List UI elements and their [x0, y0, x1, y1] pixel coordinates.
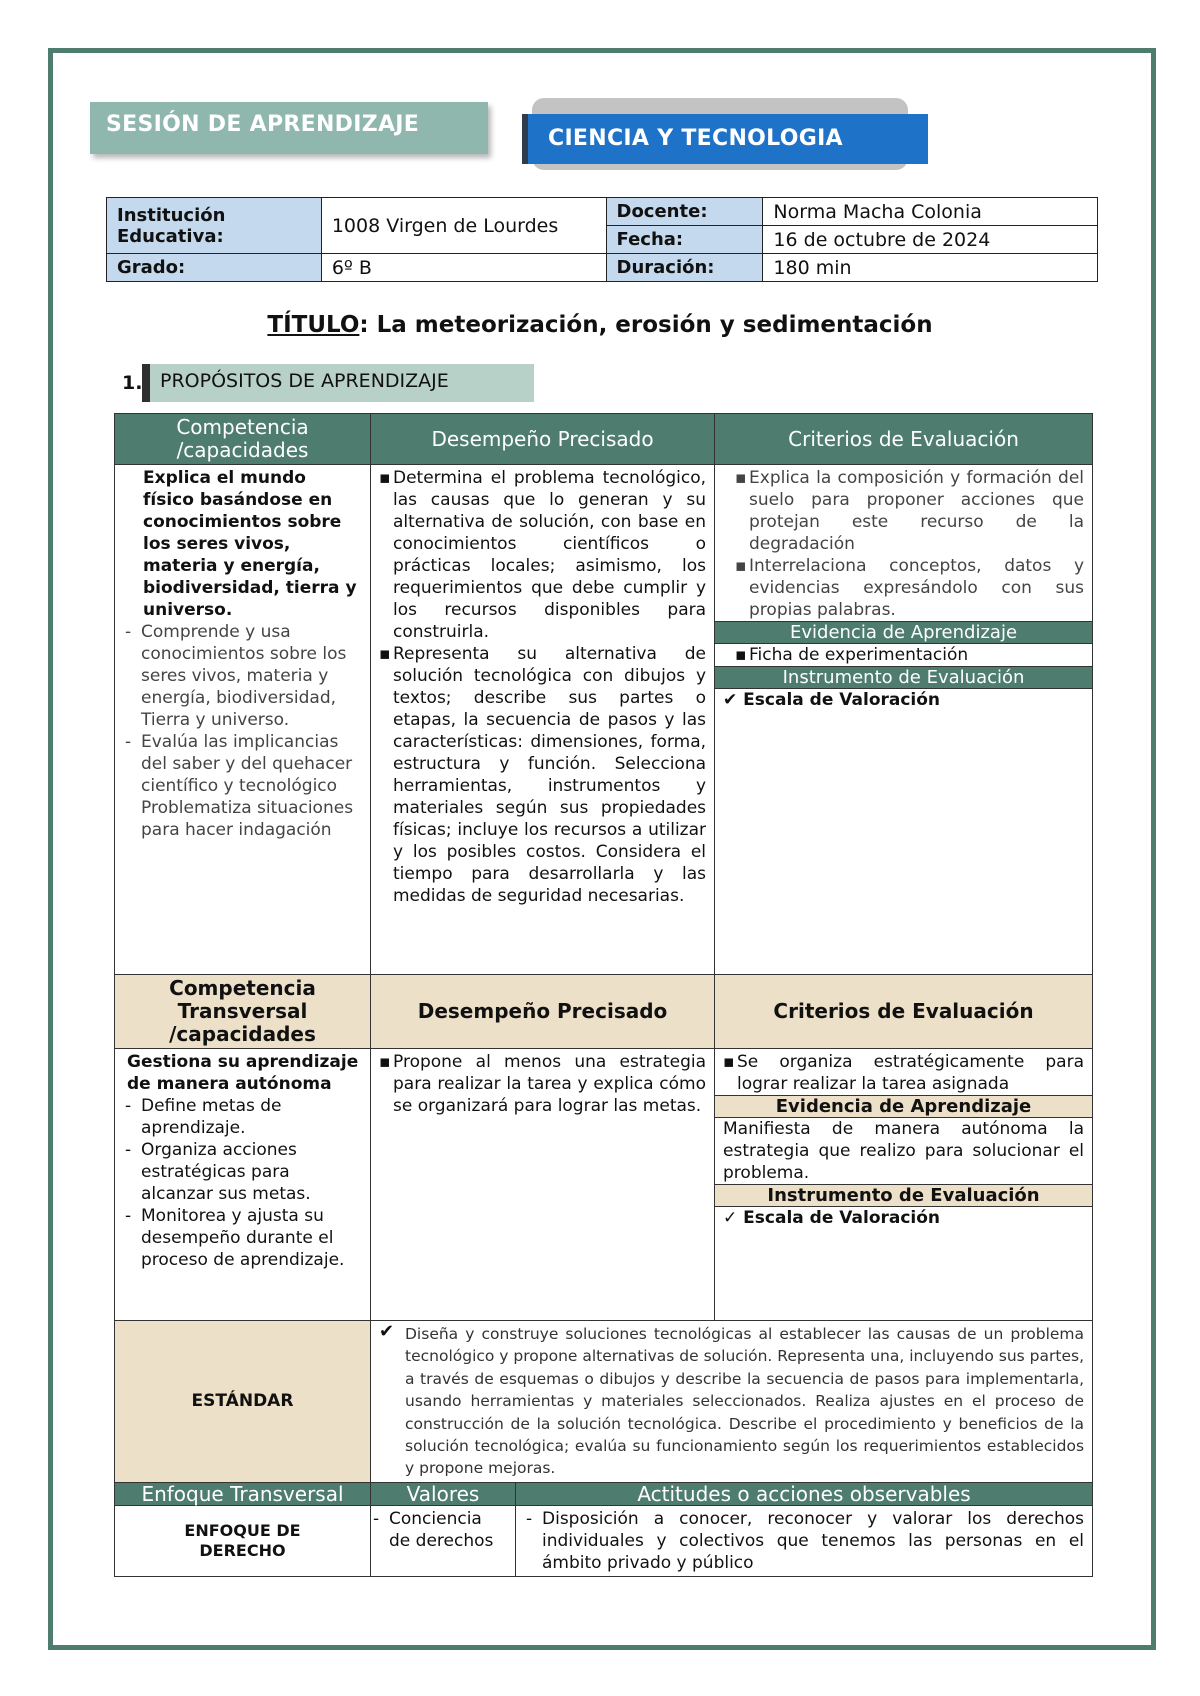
list-item: - Monitorea y ajusta su desempeño durante el proceso de aprendizaje. [123, 1205, 362, 1271]
title-text: : La meteorización, erosión y sedimentación [359, 312, 933, 338]
competencia-transversal-cell [115, 1049, 371, 1321]
valor-cell [371, 1505, 516, 1576]
section-title: PROPÓSITOS DE APRENDIZAJE [150, 364, 534, 402]
info-table [106, 197, 1098, 282]
list-item: ▪ Propone al menos una estrategia para realizar la tarea y explica cómo se organizará para lograr las metas. [379, 1051, 706, 1117]
col-header-criterios-2: Criterios de Evaluación [715, 975, 1093, 1049]
list-item: ▪ Se organiza estratégicamente para lograr realizar la tarea asignada [723, 1051, 1084, 1095]
date-value: 16 de octubre de 2024 [763, 226, 1098, 254]
criterios-cell [715, 465, 1093, 975]
desempeno-transversal-cell [371, 1049, 715, 1321]
page-title [0, 312, 1200, 338]
instrumento-text-2: ✓ Escala de Valoración [723, 1208, 941, 1228]
col-header-criterios: Criterios de Evaluación [715, 414, 1093, 465]
section-number: 1. [122, 372, 143, 394]
list-item: ▪ Determina el problema tecnológico, las causas que lo generan y su alternativa de solución, con base en conocimientos científicos o prácticas locales; asimismo, los requerimientos que debe cumplir y los recursos disponibles para construirla. [379, 467, 706, 643]
list-item: - Conciencia de derechos [371, 1508, 507, 1552]
instrumento-text: ✔ Escala de Valoración [723, 690, 941, 710]
list-item: - Evalúa las implicancias del saber y del quehacer científico y tecnológico Problematiza situaciones para hacer indagación [123, 731, 362, 841]
desempeno-cell [371, 465, 715, 975]
list-item: - Organiza acciones estratégicas para alcanzar sus metas. [123, 1139, 362, 1205]
col-header-competencia-transversal: Competencia Transversal /capacidades [115, 975, 371, 1049]
competencia-text: Explica el mundo físico basándose en conocimientos sobre los seres vivos, materia y energía, biodiversidad, tierra y universo. [143, 468, 357, 620]
list-item: ▪ Ficha de experimentación [735, 644, 1084, 666]
grade-value: 6º B [321, 254, 606, 282]
criterios-list [723, 467, 1084, 621]
desempenos-list [379, 467, 706, 907]
estandar-text: Diseña y construye soluciones tecnológicas al establecer las causas de un problema tecnológico y propone alternativas de solución. Representa una, incluyendo sus partes, a través de esquemas o dibujos y describe la secuencia de pasos para implementarla, usando herramientas y materiales seleccionados. Realiza ajustes en el proceso de construcción de la solución tecnológica. Describe el procedimiento y beneficios de la solución tecnológica; evalúa su funcionamiento según los requerimientos establecidos y propone mejoras. [405, 1325, 1085, 1478]
section-bar [142, 364, 150, 402]
instrumento-header-2: Instrumento de Evaluación [715, 1184, 1092, 1207]
valor-list [371, 1508, 507, 1552]
col-header-competencia: Competencia /capacidades [115, 414, 371, 465]
grade-label: Grado: [107, 254, 322, 282]
area-banner: CIENCIA Y TECNOLOGIA [522, 114, 928, 164]
duration-value: 180 min [763, 254, 1098, 282]
list-item: ▪ Representa su alternativa de solución tecnológica con dibujos y textos; describe sus partes o etapas, la secuencia de pasos y las características: dimensiones, forma, estructura y función. Selecciona herramientas, instrumentos y materiales según sus propiedades físicas; incluye los recursos a utilizar y los posibles costos. Considera el tiempo para desarrollarla y las medidas de seguridad necesarias. [379, 643, 706, 907]
col-header-actitudes: Actitudes o acciones observables [516, 1482, 1093, 1505]
criterio-transversal-list [723, 1051, 1084, 1095]
col-header-desempeno-2: Desempeño Precisado [371, 975, 715, 1049]
evidencia-list [723, 644, 1084, 666]
list-item: - Comprende y usa conocimientos sobre los seres vivos, materia y energía, biodiversidad, Tierra y universo. [123, 621, 362, 731]
list-item: - Disposición a conocer, reconocer y valorar los derechos individuales y colectivos que tenemos las personas en el ámbito privado y público [524, 1508, 1084, 1574]
institution-label: Institución Educativa: [107, 198, 322, 254]
capacidades-list [123, 621, 362, 841]
estandar-cell [371, 1321, 1093, 1483]
check-icon: ✔ [379, 1321, 395, 1342]
criterios-transversal-cell [715, 1049, 1093, 1321]
list-item: ▪ Explica la composición y formación del suelo para proponer acciones que protejan este recurso de la degradación [735, 467, 1084, 555]
col-header-desempeno: Desempeño Precisado [371, 414, 715, 465]
instrumento-header: Instrumento de Evaluación [715, 666, 1092, 689]
institution-value: 1008 Virgen de Lourdes [321, 198, 606, 254]
enfoque-name: ENFOQUE DE DERECHO [115, 1505, 371, 1576]
teacher-value: Norma Macha Colonia [763, 198, 1098, 226]
capacidades-transversal-list [123, 1095, 362, 1271]
list-item: ▪ Interrelaciona conceptos, datos y evidencias expresándolo con sus propias palabras. [735, 555, 1084, 621]
competencia-cell [115, 465, 371, 975]
desempeno-transversal-list [379, 1051, 706, 1117]
duration-label: Duración: [606, 254, 763, 282]
section-heading [122, 364, 534, 402]
actitud-cell [516, 1505, 1093, 1576]
date-label: Fecha: [606, 226, 763, 254]
evidencia-header: Evidencia de Aprendizaje [715, 621, 1092, 644]
actitud-list [524, 1508, 1084, 1574]
evidencia-text-2: Manifiesta de manera autónoma la estrategia que realizo para solucionar el problema. [723, 1119, 1085, 1183]
teacher-label: Docente: [606, 198, 763, 226]
col-header-valores: Valores [371, 1482, 516, 1505]
estandar-label: ESTÁNDAR [115, 1321, 371, 1483]
evidencia-header-2: Evidencia de Aprendizaje [715, 1095, 1092, 1118]
purposes-table [114, 413, 1093, 1577]
title-label: TÍTULO [267, 312, 360, 338]
list-item: - Define metas de aprendizaje. [123, 1095, 362, 1139]
session-title-banner: SESIÓN DE APRENDIZAJE [90, 102, 488, 154]
col-header-enfoque: Enfoque Transversal [115, 1482, 371, 1505]
competencia-transversal-text: Gestiona su aprendizaje de manera autónoma [127, 1052, 359, 1094]
